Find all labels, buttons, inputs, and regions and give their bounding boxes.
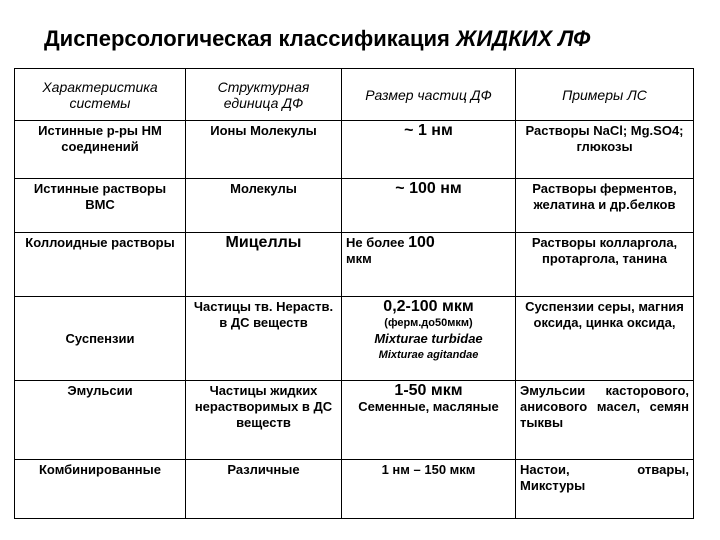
size-value: ~ 1 нм [404, 122, 453, 139]
cell-examples: Суспензии серы, магния оксида, цинка оксида, [516, 297, 694, 381]
cell-size [342, 233, 516, 297]
size-latin-2: Mixturae agitandae [378, 349, 479, 361]
cell-system: Истинные р-ры НМ соединений [15, 121, 186, 179]
size-value: 100 [408, 234, 435, 251]
size-note: (ферм.до50мкм) [384, 317, 473, 329]
size-note: Семенные, масляные [358, 399, 499, 414]
cell-unit: Различные [186, 460, 342, 519]
header-system: Характеристика системы [15, 69, 186, 121]
header-size: Размер частиц ДФ [342, 69, 516, 121]
cell-size [342, 297, 516, 381]
header-row [15, 69, 694, 121]
cell-examples: Растворы колларгола, протаргола, танина [516, 233, 694, 297]
header-examples: Примеры ЛС [516, 69, 694, 121]
cell-size [342, 121, 516, 179]
cell-system: Коллоидные растворы [15, 233, 186, 297]
size-unit: мкм [346, 251, 372, 266]
header-unit: Структурная единица ДФ [186, 69, 342, 121]
unit-value: Мицеллы [225, 234, 302, 251]
cell-unit: Частицы тв. Нераств. в ДС веществ [186, 297, 342, 381]
cell-system: Истинные растворы ВМС [15, 179, 186, 233]
table-row [15, 460, 694, 519]
cell-examples: Растворы ферментов, желатина и др.белков [516, 179, 694, 233]
classification-table [14, 68, 694, 519]
page-title [44, 26, 590, 52]
table-row [15, 121, 694, 179]
cell-system: Эмульсии [15, 381, 186, 460]
cell-examples: Настои, отвары, Микстуры [516, 460, 694, 519]
cell-size: 1 нм – 150 мкм [342, 460, 516, 519]
table-row [15, 233, 694, 297]
cell-system: Суспензии [15, 297, 186, 381]
cell-unit: Частицы жидких нерастворимых в ДС веществ [186, 381, 342, 460]
cell-examples: Растворы NaCl; Mg.SO4; глюкозы [516, 121, 694, 179]
size-latin-1: Mixturae turbidae [374, 331, 483, 346]
table-row [15, 381, 694, 460]
size-prefix: Не более [346, 235, 405, 250]
cell-system: Комбинированные [15, 460, 186, 519]
title-emphasis: ЖИДКИХ ЛФ [456, 26, 591, 51]
cell-unit: Ионы Молекулы [186, 121, 342, 179]
title-main: Дисперсологическая классификация [44, 26, 450, 51]
table-row [15, 179, 694, 233]
size-value: ~ 100 нм [395, 180, 462, 197]
cell-examples: Эмульсии касторового, анисового масел, семян тыквы [516, 381, 694, 460]
size-value: 1-50 мкм [394, 382, 463, 399]
cell-size [342, 381, 516, 460]
table-row [15, 297, 694, 381]
cell-size [342, 179, 516, 233]
cell-unit [186, 233, 342, 297]
cell-unit: Молекулы [186, 179, 342, 233]
size-value: 0,2-100 мкм [383, 298, 474, 315]
